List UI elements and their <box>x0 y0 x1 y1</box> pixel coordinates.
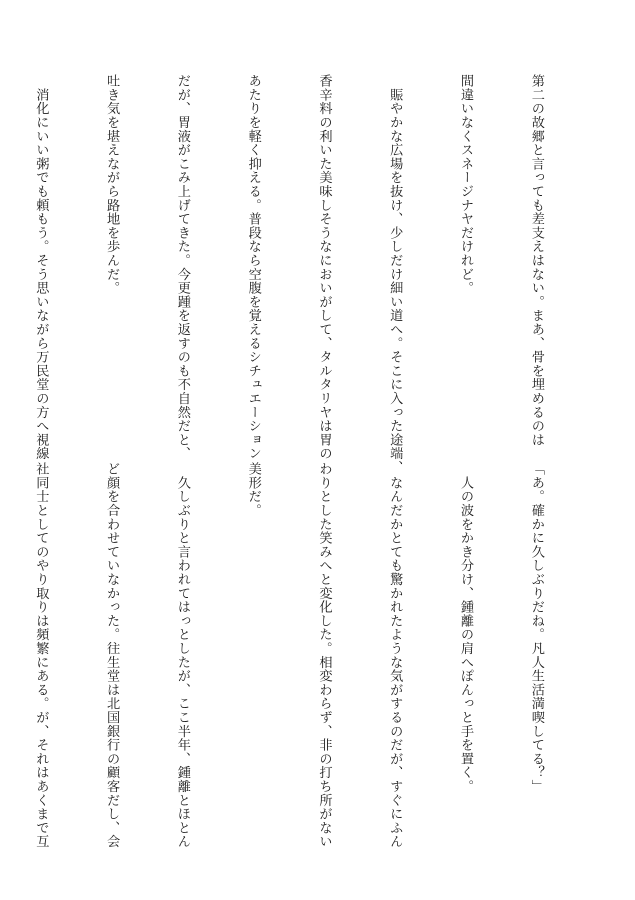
text-line: だが、胃液がこみ上げてきた。今更踵を返すのも不自然だと、 <box>174 74 190 461</box>
text-line: 第二の故郷と言っても差支えはない。まあ、骨を埋めるのは <box>528 74 544 447</box>
text-line: 賑やかな広場を抜け、少しだけ細い道へ。そこに入った途端、 <box>387 74 403 475</box>
text-line: 人の波をかき分け、鍾離の肩へぽんっと手を置く。 <box>458 462 474 794</box>
text-line: 香辛料の利いた美味しそうなにおいがして、タルタリヤは胃の <box>316 74 332 461</box>
text-line: 「あ。確かに久しぶりだね。凡人生活満喫してる？」 <box>528 462 544 794</box>
text-line: 久しぶりと言われてはっとしたが、ここ半年、鍾離とほとん <box>174 462 190 849</box>
text-line: あたりを軽く抑える。普段なら空腹を覚えるシチュエーション <box>245 74 261 461</box>
text-line: わりとした笑みへと変化した。相変わらず、非の打ち所がない <box>316 462 332 849</box>
text-line: なんだかとても驚かれたような気がするのだが、すぐにふん <box>387 462 403 849</box>
text-line: 美形だ。 <box>245 462 261 518</box>
top-text-block <box>33 74 595 475</box>
text-line: 吐き気を堪えながら路地を歩んだ。 <box>104 74 120 295</box>
text-line: 消化にいい粥でも頼もう。そう思いながら万民堂の方へ視線 <box>33 74 49 461</box>
text-line: 間違いなくスネージナヤだけれど。 <box>458 74 474 295</box>
text-line: ど顔を合わせていなかった。往生堂は北国銀行の顧客だし、会 <box>104 462 120 849</box>
text-line: 社同士としてのやり取りは頻繁にある。が、それはあくまで互 <box>33 462 49 849</box>
bottom-text-block <box>33 462 595 849</box>
